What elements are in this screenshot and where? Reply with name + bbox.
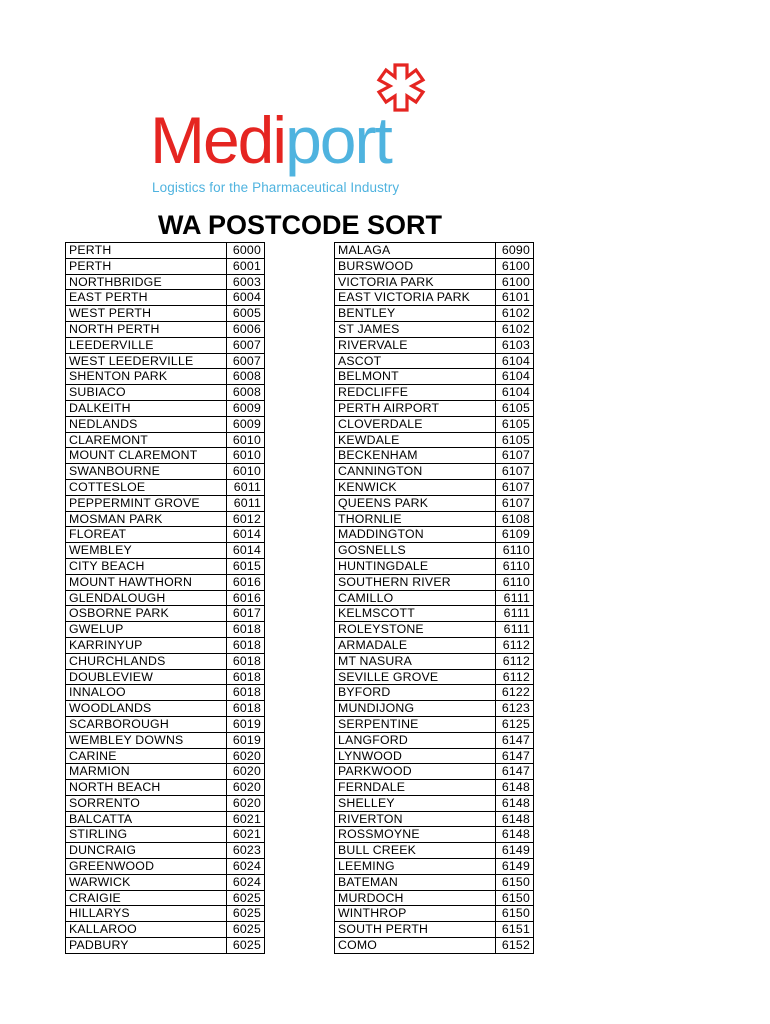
suburb-cell: SORRENTO bbox=[66, 795, 227, 811]
table-row bbox=[66, 527, 265, 543]
postcode-cell: 6148 bbox=[496, 795, 534, 811]
suburb-cell: WEST LEEDERVILLE bbox=[66, 353, 227, 369]
postcode-cell: 6020 bbox=[227, 795, 265, 811]
postcode-cell: 6100 bbox=[496, 258, 534, 274]
suburb-cell: ROLEYSTONE bbox=[335, 622, 496, 638]
postcode-cell: 6014 bbox=[227, 543, 265, 559]
postcode-cell: 6025 bbox=[227, 906, 265, 922]
table-row bbox=[66, 590, 265, 606]
suburb-cell: PERTH AIRPORT bbox=[335, 400, 496, 416]
postcode-cell: 6018 bbox=[227, 701, 265, 717]
suburb-cell: GOSNELLS bbox=[335, 543, 496, 559]
table-row bbox=[335, 922, 534, 938]
table-row bbox=[335, 511, 534, 527]
table-row bbox=[66, 543, 265, 559]
suburb-cell: KENWICK bbox=[335, 479, 496, 495]
postcode-cell: 6014 bbox=[227, 527, 265, 543]
table-row bbox=[66, 243, 265, 259]
logo-wordmark bbox=[150, 100, 391, 180]
suburb-cell: PERTH bbox=[66, 243, 227, 259]
postcode-cell: 6090 bbox=[496, 243, 534, 259]
table-row bbox=[66, 843, 265, 859]
suburb-cell: CITY BEACH bbox=[66, 558, 227, 574]
postcode-cell: 6025 bbox=[227, 938, 265, 954]
postcode-cell: 6020 bbox=[227, 748, 265, 764]
suburb-cell: ROSSMOYNE bbox=[335, 827, 496, 843]
suburb-cell: LEEDERVILLE bbox=[66, 337, 227, 353]
suburb-cell: WINTHROP bbox=[335, 906, 496, 922]
table-row bbox=[335, 780, 534, 796]
table-row bbox=[66, 321, 265, 337]
suburb-cell: MADDINGTON bbox=[335, 527, 496, 543]
table-row bbox=[66, 732, 265, 748]
table-row bbox=[335, 369, 534, 385]
postcode-cell: 6104 bbox=[496, 353, 534, 369]
suburb-cell: LANGFORD bbox=[335, 732, 496, 748]
postcode-cell: 6151 bbox=[496, 922, 534, 938]
postcode-cell: 6105 bbox=[496, 416, 534, 432]
suburb-cell: COTTESLOE bbox=[66, 479, 227, 495]
table-row bbox=[66, 606, 265, 622]
suburb-cell: PERTH bbox=[66, 258, 227, 274]
suburb-cell: EAST VICTORIA PARK bbox=[335, 290, 496, 306]
suburb-cell: ST JAMES bbox=[335, 321, 496, 337]
table-row bbox=[335, 590, 534, 606]
table-row bbox=[335, 574, 534, 590]
postcode-cell: 6148 bbox=[496, 811, 534, 827]
postcode-cell: 6112 bbox=[496, 669, 534, 685]
postcode-cell: 6107 bbox=[496, 448, 534, 464]
suburb-cell: KARRINYUP bbox=[66, 637, 227, 653]
postcode-cell: 6148 bbox=[496, 780, 534, 796]
postcode-cell: 6001 bbox=[227, 258, 265, 274]
table-row bbox=[335, 827, 534, 843]
table-row bbox=[335, 527, 534, 543]
table-row bbox=[335, 843, 534, 859]
table-row bbox=[335, 874, 534, 890]
table-row bbox=[66, 385, 265, 401]
table-row bbox=[335, 385, 534, 401]
postcode-cell: 6152 bbox=[496, 938, 534, 954]
suburb-cell: WARWICK bbox=[66, 874, 227, 890]
table-row bbox=[66, 558, 265, 574]
postcode-cell: 6147 bbox=[496, 732, 534, 748]
postcode-cell: 6107 bbox=[496, 479, 534, 495]
postcode-cell: 6000 bbox=[227, 243, 265, 259]
table-row bbox=[66, 511, 265, 527]
suburb-cell: FLOREAT bbox=[66, 527, 227, 543]
table-row bbox=[335, 906, 534, 922]
suburb-cell: MOUNT CLAREMONT bbox=[66, 448, 227, 464]
postcode-cell: 6008 bbox=[227, 385, 265, 401]
postcode-cell: 6017 bbox=[227, 606, 265, 622]
suburb-cell: KALLAROO bbox=[66, 922, 227, 938]
postcode-cell: 6110 bbox=[496, 574, 534, 590]
postcode-cell: 6110 bbox=[496, 543, 534, 559]
postcode-cell: 6150 bbox=[496, 874, 534, 890]
suburb-cell: ASCOT bbox=[335, 353, 496, 369]
table-row bbox=[335, 938, 534, 954]
table-row bbox=[66, 795, 265, 811]
page-title: WA POSTCODE SORT bbox=[157, 210, 442, 240]
postcode-cell: 6011 bbox=[227, 495, 265, 511]
suburb-cell: CRAIGIE bbox=[66, 890, 227, 906]
table-row bbox=[335, 353, 534, 369]
postcode-cell: 6112 bbox=[496, 637, 534, 653]
table-row bbox=[335, 464, 534, 480]
table-row bbox=[335, 432, 534, 448]
postcode-cell: 6104 bbox=[496, 385, 534, 401]
postcode-table-left bbox=[65, 242, 265, 954]
suburb-cell: BENTLEY bbox=[335, 306, 496, 322]
postcode-cell: 6004 bbox=[227, 290, 265, 306]
table-row bbox=[66, 495, 265, 511]
table-row bbox=[66, 448, 265, 464]
postcode-cell: 6109 bbox=[496, 527, 534, 543]
postcode-cell: 6010 bbox=[227, 464, 265, 480]
table-row bbox=[335, 764, 534, 780]
postcode-cell: 6018 bbox=[227, 637, 265, 653]
table-row bbox=[66, 574, 265, 590]
postcode-cell: 6108 bbox=[496, 511, 534, 527]
postcode-table-right bbox=[334, 242, 534, 954]
suburb-cell: CANNINGTON bbox=[335, 464, 496, 480]
table-row bbox=[66, 701, 265, 717]
suburb-cell: NORTH PERTH bbox=[66, 321, 227, 337]
suburb-cell: CLOVERDALE bbox=[335, 416, 496, 432]
table-row bbox=[335, 243, 534, 259]
suburb-cell: SCARBOROUGH bbox=[66, 716, 227, 732]
mediport-logo bbox=[150, 62, 440, 204]
suburb-cell: NEDLANDS bbox=[66, 416, 227, 432]
postcode-cell: 6018 bbox=[227, 622, 265, 638]
postcode-cell: 6019 bbox=[227, 732, 265, 748]
postcode-cell: 6016 bbox=[227, 590, 265, 606]
table-row bbox=[335, 637, 534, 653]
postcode-cell: 6012 bbox=[227, 511, 265, 527]
suburb-cell: SUBIACO bbox=[66, 385, 227, 401]
suburb-cell: COMO bbox=[335, 938, 496, 954]
postcode-cell: 6025 bbox=[227, 922, 265, 938]
postcode-cell: 6010 bbox=[227, 448, 265, 464]
postcode-cell: 6003 bbox=[227, 274, 265, 290]
table-row bbox=[66, 337, 265, 353]
table-row bbox=[66, 416, 265, 432]
suburb-cell: GWELUP bbox=[66, 622, 227, 638]
table-row bbox=[66, 748, 265, 764]
suburb-cell: DALKEITH bbox=[66, 400, 227, 416]
postcode-cell: 6018 bbox=[227, 653, 265, 669]
suburb-cell: REDCLIFFE bbox=[335, 385, 496, 401]
suburb-cell: BALCATTA bbox=[66, 811, 227, 827]
suburb-cell: SEVILLE GROVE bbox=[335, 669, 496, 685]
suburb-cell: SOUTHERN RIVER bbox=[335, 574, 496, 590]
postcode-cell: 6020 bbox=[227, 764, 265, 780]
suburb-cell: WEST PERTH bbox=[66, 306, 227, 322]
postcode-cell: 6010 bbox=[227, 432, 265, 448]
table-row bbox=[335, 274, 534, 290]
suburb-cell: CAMILLO bbox=[335, 590, 496, 606]
postcode-cell: 6122 bbox=[496, 685, 534, 701]
suburb-cell: LEEMING bbox=[335, 859, 496, 875]
suburb-cell: STIRLING bbox=[66, 827, 227, 843]
postcode-cell: 6105 bbox=[496, 400, 534, 416]
suburb-cell: MUNDIJONG bbox=[335, 701, 496, 717]
table-row bbox=[335, 416, 534, 432]
table-row bbox=[335, 685, 534, 701]
logo-word-port: port bbox=[285, 103, 391, 177]
suburb-cell: MALAGA bbox=[335, 243, 496, 259]
suburb-cell: BULL CREEK bbox=[335, 843, 496, 859]
table-row bbox=[66, 874, 265, 890]
table-row bbox=[335, 558, 534, 574]
postcode-cell: 6006 bbox=[227, 321, 265, 337]
suburb-cell: WEMBLEY bbox=[66, 543, 227, 559]
suburb-cell: GREENWOOD bbox=[66, 859, 227, 875]
postcode-cell: 6148 bbox=[496, 827, 534, 843]
postcode-cell: 6008 bbox=[227, 369, 265, 385]
table-row bbox=[335, 890, 534, 906]
suburb-cell: HUNTINGDALE bbox=[335, 558, 496, 574]
table-row bbox=[335, 258, 534, 274]
suburb-cell: HILLARYS bbox=[66, 906, 227, 922]
table-row bbox=[66, 716, 265, 732]
table-row bbox=[335, 669, 534, 685]
table-row bbox=[66, 685, 265, 701]
suburb-cell: MOSMAN PARK bbox=[66, 511, 227, 527]
suburb-cell: NORTH BEACH bbox=[66, 780, 227, 796]
logo-word-medi: Medi bbox=[150, 103, 286, 177]
postcode-cell: 6007 bbox=[227, 353, 265, 369]
table-row bbox=[66, 811, 265, 827]
table-row bbox=[66, 274, 265, 290]
table-row bbox=[66, 369, 265, 385]
postcode-cell: 6147 bbox=[496, 748, 534, 764]
suburb-cell: RIVERVALE bbox=[335, 337, 496, 353]
table-row bbox=[66, 290, 265, 306]
suburb-cell: KELMSCOTT bbox=[335, 606, 496, 622]
suburb-cell: SHELLEY bbox=[335, 795, 496, 811]
postcode-cell: 6100 bbox=[496, 274, 534, 290]
table-row bbox=[66, 637, 265, 653]
postcode-cell: 6018 bbox=[227, 669, 265, 685]
postcode-cell: 6111 bbox=[496, 622, 534, 638]
table-row bbox=[66, 780, 265, 796]
table-row bbox=[66, 938, 265, 954]
suburb-cell: KEWDALE bbox=[335, 432, 496, 448]
table-row bbox=[335, 748, 534, 764]
postcode-cell: 6025 bbox=[227, 890, 265, 906]
suburb-cell: RIVERTON bbox=[335, 811, 496, 827]
postcode-cell: 6024 bbox=[227, 874, 265, 890]
table-row bbox=[66, 669, 265, 685]
suburb-cell: BELMONT bbox=[335, 369, 496, 385]
postcode-cell: 6018 bbox=[227, 685, 265, 701]
suburb-cell: THORNLIE bbox=[335, 511, 496, 527]
table-row bbox=[335, 653, 534, 669]
postcode-cell: 6020 bbox=[227, 780, 265, 796]
suburb-cell: SOUTH PERTH bbox=[335, 922, 496, 938]
suburb-cell: MURDOCH bbox=[335, 890, 496, 906]
suburb-cell: MOUNT HAWTHORN bbox=[66, 574, 227, 590]
suburb-cell: EAST PERTH bbox=[66, 290, 227, 306]
table-row bbox=[66, 258, 265, 274]
table-row bbox=[335, 795, 534, 811]
table-row bbox=[335, 337, 534, 353]
table-row bbox=[66, 653, 265, 669]
table-row bbox=[66, 353, 265, 369]
suburb-cell: BYFORD bbox=[335, 685, 496, 701]
postcode-cell: 6023 bbox=[227, 843, 265, 859]
table-row bbox=[66, 890, 265, 906]
postcode-cell: 6149 bbox=[496, 859, 534, 875]
table-row bbox=[66, 400, 265, 416]
postcode-cell: 6024 bbox=[227, 859, 265, 875]
postcode-cell: 6009 bbox=[227, 400, 265, 416]
postcode-cell: 6021 bbox=[227, 827, 265, 843]
suburb-cell: PARKWOOD bbox=[335, 764, 496, 780]
suburb-cell: PADBURY bbox=[66, 938, 227, 954]
table-row bbox=[335, 622, 534, 638]
suburb-cell: BATEMAN bbox=[335, 874, 496, 890]
postcode-cell: 6103 bbox=[496, 337, 534, 353]
suburb-cell: FERNDALE bbox=[335, 780, 496, 796]
postcode-cell: 6105 bbox=[496, 432, 534, 448]
suburb-cell: SWANBOURNE bbox=[66, 464, 227, 480]
table-row bbox=[335, 321, 534, 337]
postcode-cell: 6123 bbox=[496, 701, 534, 717]
postcode-cell: 6005 bbox=[227, 306, 265, 322]
postcode-cell: 6102 bbox=[496, 321, 534, 337]
suburb-cell: CHURCHLANDS bbox=[66, 653, 227, 669]
suburb-cell: BECKENHAM bbox=[335, 448, 496, 464]
suburb-cell: WOODLANDS bbox=[66, 701, 227, 717]
postcode-cell: 6104 bbox=[496, 369, 534, 385]
postcode-cell: 6150 bbox=[496, 890, 534, 906]
suburb-cell: CARINE bbox=[66, 748, 227, 764]
table-row bbox=[66, 464, 265, 480]
postcode-cell: 6021 bbox=[227, 811, 265, 827]
table-row bbox=[335, 606, 534, 622]
postcode-cell: 6111 bbox=[496, 590, 534, 606]
table-row bbox=[335, 716, 534, 732]
suburb-cell: VICTORIA PARK bbox=[335, 274, 496, 290]
suburb-cell: DUNCRAIG bbox=[66, 843, 227, 859]
table-row bbox=[335, 543, 534, 559]
postcode-cell: 6007 bbox=[227, 337, 265, 353]
suburb-cell: ARMADALE bbox=[335, 637, 496, 653]
table-row bbox=[66, 859, 265, 875]
table-row bbox=[335, 479, 534, 495]
postcode-cell: 6009 bbox=[227, 416, 265, 432]
table-row bbox=[335, 495, 534, 511]
postcode-cell: 6011 bbox=[227, 479, 265, 495]
postcode-cell: 6107 bbox=[496, 464, 534, 480]
postcode-cell: 6112 bbox=[496, 653, 534, 669]
table-row bbox=[335, 448, 534, 464]
suburb-cell: NORTHBRIDGE bbox=[66, 274, 227, 290]
postcode-cell: 6149 bbox=[496, 843, 534, 859]
postcode-cell: 6111 bbox=[496, 606, 534, 622]
postcode-cell: 6101 bbox=[496, 290, 534, 306]
postcode-cell: 6019 bbox=[227, 716, 265, 732]
suburb-cell: BURSWOOD bbox=[335, 258, 496, 274]
table-row bbox=[66, 622, 265, 638]
suburb-cell: SERPENTINE bbox=[335, 716, 496, 732]
suburb-cell: DOUBLEVIEW bbox=[66, 669, 227, 685]
suburb-cell: GLENDALOUGH bbox=[66, 590, 227, 606]
table-row bbox=[66, 764, 265, 780]
table-row bbox=[335, 400, 534, 416]
table-row bbox=[335, 306, 534, 322]
logo-tagline: Logistics for the Pharmaceutical Industry bbox=[152, 180, 400, 195]
postcode-cell: 6016 bbox=[227, 574, 265, 590]
table-row bbox=[335, 701, 534, 717]
suburb-cell: QUEENS PARK bbox=[335, 495, 496, 511]
table-row bbox=[66, 479, 265, 495]
postcode-cell: 6107 bbox=[496, 495, 534, 511]
postcode-cell: 6125 bbox=[496, 716, 534, 732]
suburb-cell: LYNWOOD bbox=[335, 748, 496, 764]
table-row bbox=[335, 732, 534, 748]
table-row bbox=[335, 859, 534, 875]
suburb-cell: SHENTON PARK bbox=[66, 369, 227, 385]
suburb-cell: MT NASURA bbox=[335, 653, 496, 669]
table-row bbox=[335, 811, 534, 827]
suburb-cell: MARMION bbox=[66, 764, 227, 780]
table-row bbox=[66, 906, 265, 922]
table-row bbox=[66, 306, 265, 322]
suburb-cell: CLAREMONT bbox=[66, 432, 227, 448]
postcode-cell: 6150 bbox=[496, 906, 534, 922]
table-row bbox=[66, 827, 265, 843]
table-row bbox=[66, 922, 265, 938]
postcode-cell: 6110 bbox=[496, 558, 534, 574]
suburb-cell: PEPPERMINT GROVE bbox=[66, 495, 227, 511]
postcode-cell: 6015 bbox=[227, 558, 265, 574]
table-row bbox=[66, 432, 265, 448]
suburb-cell: WEMBLEY DOWNS bbox=[66, 732, 227, 748]
table-row bbox=[335, 290, 534, 306]
postcode-cell: 6102 bbox=[496, 306, 534, 322]
suburb-cell: OSBORNE PARK bbox=[66, 606, 227, 622]
postcode-cell: 6147 bbox=[496, 764, 534, 780]
suburb-cell: INNALOO bbox=[66, 685, 227, 701]
